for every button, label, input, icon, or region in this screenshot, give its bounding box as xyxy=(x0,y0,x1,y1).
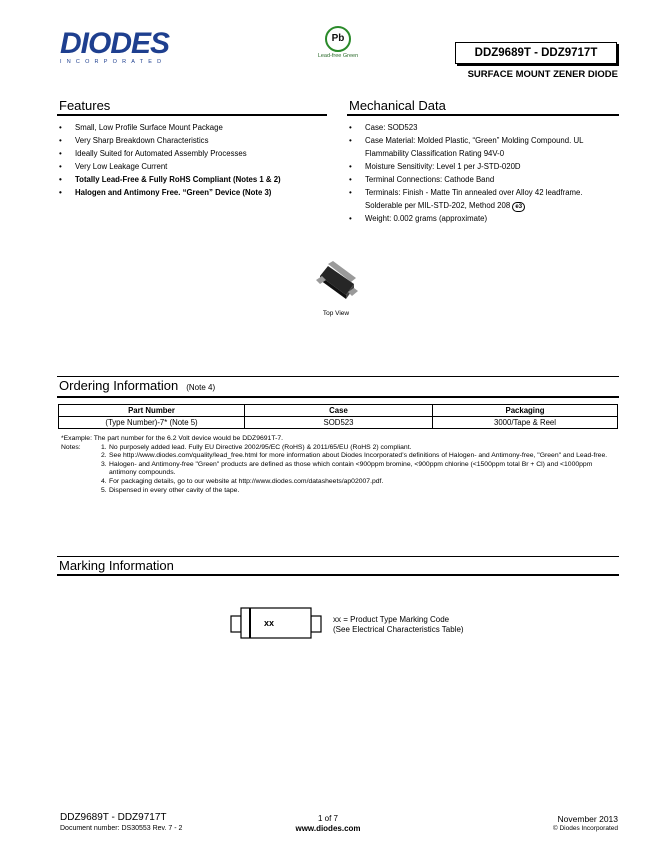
table-header-row xyxy=(59,405,618,417)
footer-doc-number: Document number: DS30553 Rev. 7 - 2 xyxy=(60,825,183,832)
marking-title: Marking Information xyxy=(57,556,619,576)
footer-left xyxy=(60,812,182,833)
ordering-notes xyxy=(61,435,617,495)
note-number: 1. xyxy=(101,443,107,451)
note-number: 2. xyxy=(101,452,107,460)
mechanical-title: Mechanical Data xyxy=(347,97,619,116)
note-number: 3. xyxy=(101,460,107,468)
header-part-number: Part Number xyxy=(59,405,245,417)
ordering-title-bar xyxy=(57,376,619,398)
marking-diagram xyxy=(230,606,322,640)
cell-part-number: (Type Number)-7* (Note 5) xyxy=(59,417,245,429)
list-item: • Case Material: Molded Plastic, “Green” Molding Compound. UL Flammability Classification Rating 94V-0 xyxy=(347,134,619,160)
mechanical-list xyxy=(347,121,619,225)
marking-code: xx xyxy=(263,618,274,628)
example-text: *Example: The part number for the 6.2 Volt device would be DDZ9691T-7. xyxy=(61,435,284,442)
note-text: No purposely added lead. Fully EU Directive 2002/95/EC (RoHS) & 2011/65/EU (RoHS 2) compliant. xyxy=(109,443,412,451)
list-item: • Ideally Suited for Automated Assembly Processes xyxy=(57,147,327,160)
note-number: 4. xyxy=(101,477,107,485)
list-item: • Moisture Sensitivity: Level 1 per J-STD-020D xyxy=(347,160,619,173)
list-item xyxy=(347,186,619,212)
marking-desc-line2: (See Electrical Characteristics Table) xyxy=(333,625,464,634)
top-view-label: Top View xyxy=(322,310,350,317)
package-image xyxy=(306,258,366,304)
diodes-logo xyxy=(60,27,178,66)
table-row xyxy=(59,417,618,429)
part-range-box: DDZ9689T - DDZ9717T xyxy=(455,42,617,64)
list-item: • Weight: 0.002 grams (approximate) xyxy=(347,212,619,225)
header-case: Case xyxy=(245,405,433,417)
list-item: • Very Low Leakage Current xyxy=(57,160,327,173)
footer-date: November 2013 xyxy=(557,814,618,824)
ordering-title: Ordering Information xyxy=(59,378,179,393)
note-row xyxy=(61,478,617,487)
footer-copyright: © Diodes Incorporated xyxy=(552,825,618,832)
note-text: See http://www.diodes.com/quality/lead_free.html for more information about Diodes Incorporated’s definitions of Halogen- and Antimony-free, "Green" and Lead-free. xyxy=(109,452,608,460)
logo-subtext: INCORPORATED xyxy=(60,59,167,65)
pb-icon: Pb xyxy=(325,26,351,52)
lead-free-badge xyxy=(316,26,360,59)
note-row xyxy=(61,461,617,478)
terminals-text: Terminals: Finish - Matte Tin annealed over Alloy 42 leadframe. Solderable per MIL-STD-202, Method 208 xyxy=(365,188,583,210)
list-item: • Terminal Connections: Cathode Band xyxy=(347,173,619,186)
cell-case: SOD523 xyxy=(245,417,433,429)
note-row xyxy=(61,487,617,496)
header-packaging: Packaging xyxy=(433,405,618,417)
sod523-package-icon xyxy=(306,258,366,304)
list-item: • Very Sharp Breakdown Characteristics xyxy=(57,134,327,147)
note-text: For packaging details, go to our website at http://www.diodes.com/datasheets/ap02007.pdf. xyxy=(109,477,384,485)
footer-center xyxy=(278,814,378,834)
ordering-note: (Note 4) xyxy=(186,383,216,392)
list-item: • Halogen and Antimony Free. “Green” Device (Note 3) xyxy=(57,186,327,199)
list-item: • Case: SOD523 xyxy=(347,121,619,134)
features-section xyxy=(57,97,327,199)
ordering-section xyxy=(57,376,619,495)
note-text: Halogen- and Antimony-free "Green" products are defined as those which contain <900ppm bromine, <900ppm chlorine (<1500ppm total Br + Cl) and <1000ppm antimony compounds. xyxy=(109,460,593,477)
footer-website[interactable]: www.diodes.com xyxy=(295,824,361,833)
footer-right xyxy=(553,814,618,833)
note-text: Dispensed in every other cavity of the tape. xyxy=(109,486,240,494)
mechanical-section xyxy=(347,97,619,225)
logo-text: DIODES xyxy=(60,27,170,60)
features-title: Features xyxy=(57,97,327,116)
document-subtitle: SURFACE MOUNT ZENER DIODE xyxy=(467,69,618,80)
footer-part: DDZ9689T - DDZ9717T xyxy=(60,812,167,823)
note-number: 5. xyxy=(101,486,107,494)
footer-page: 1 of 7 xyxy=(317,814,338,823)
marking-section xyxy=(57,556,619,576)
note-row xyxy=(61,444,617,453)
pb-label: Lead-free Green xyxy=(317,53,359,59)
list-item: • Totally Lead-Free & Fully RoHS Compliant (Notes 1 & 2) xyxy=(57,173,327,186)
marking-desc-line1: xx = Product Type Marking Code xyxy=(333,615,450,624)
features-list xyxy=(57,121,327,199)
notes-label: Notes: xyxy=(61,443,81,451)
marking-description xyxy=(333,615,464,635)
cell-packaging: 3000/Tape & Reel xyxy=(433,417,618,429)
e3-mark-icon: e3 xyxy=(512,202,525,212)
list-item: • Small, Low Profile Surface Mount Package xyxy=(57,121,327,134)
ordering-table xyxy=(58,404,618,429)
note-row xyxy=(61,452,617,461)
